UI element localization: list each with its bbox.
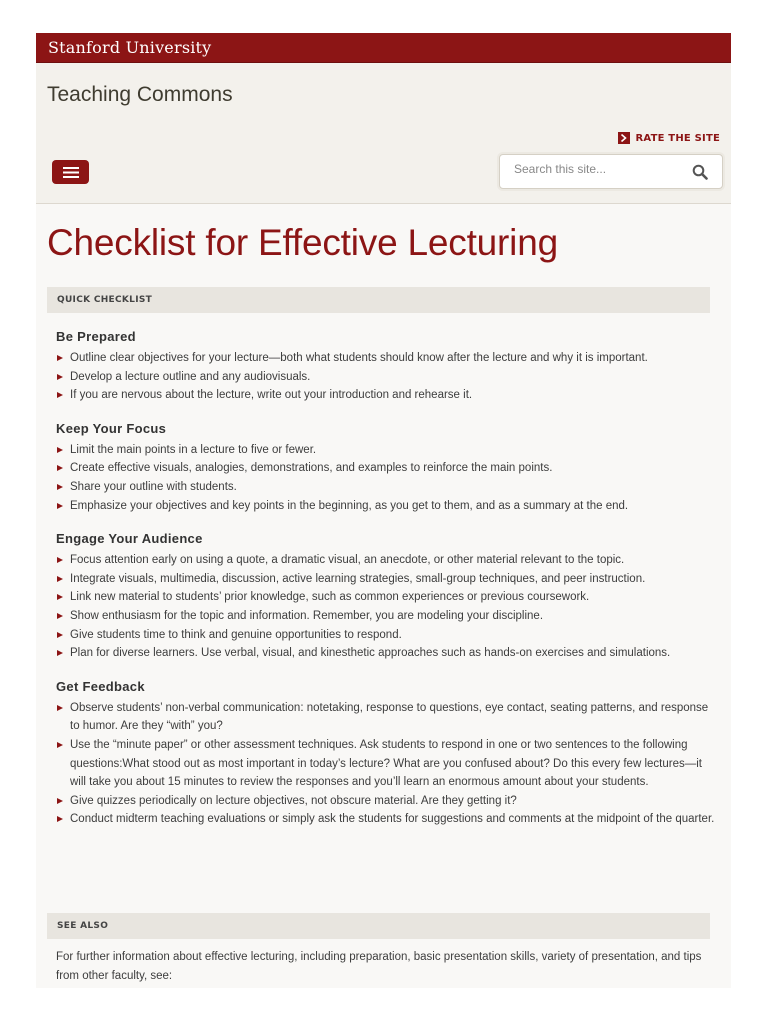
bullet-icon bbox=[57, 447, 63, 453]
search-icon[interactable] bbox=[692, 164, 708, 184]
bullet-icon bbox=[57, 484, 63, 490]
bullet-icon bbox=[57, 798, 63, 804]
bullet-icon bbox=[57, 503, 63, 509]
list-item: Give quizzes periodically on lecture objectives, not obscure material. Are they getting it? bbox=[56, 792, 716, 811]
search-input[interactable] bbox=[512, 161, 686, 177]
bullet-icon bbox=[57, 392, 63, 398]
bullet-icon bbox=[57, 705, 63, 711]
list-item: Create effective visuals, analogies, demonstrations, and examples to reinforce the main points. bbox=[56, 459, 716, 478]
page bbox=[36, 33, 731, 988]
list-item: Use the “minute paper” or other assessment techniques. Ask students to respond in one or two sentences to the following questions:What stood out as most important in today’s lecture? What are you confused about? Do this every few lectures—it will take you about 15 minutes to review the responses and you’ll learn an enormous amount about your students. bbox=[56, 736, 716, 792]
list-item: Show enthusiasm for the topic and information. Remember, you are modeling your discipline. bbox=[56, 607, 716, 626]
list-item: Outline clear objectives for your lecture—both what students should know after the lecture and why it is important. bbox=[56, 349, 716, 368]
group-heading: Engage Your Audience bbox=[56, 531, 203, 547]
bullet-icon bbox=[57, 650, 63, 656]
group-keep-your-focus bbox=[56, 421, 716, 515]
group-heading: Be Prepared bbox=[56, 329, 136, 344]
bullet-icon bbox=[57, 613, 63, 619]
bullet-icon bbox=[57, 576, 63, 582]
rate-the-site-label: RATE THE SITE bbox=[635, 132, 720, 144]
list-item: Observe students’ non-verbal communication: notetaking, response to questions, eye contact, seating patterns, and response to humor. Are they “with” you? bbox=[56, 699, 716, 736]
chevron-right-icon bbox=[618, 132, 630, 144]
bullet-icon bbox=[57, 355, 63, 361]
checklist-content bbox=[56, 329, 716, 829]
site-title[interactable]: Teaching Commons bbox=[47, 83, 233, 106]
group-heading: Get Feedback bbox=[56, 678, 145, 694]
rate-the-site-link[interactable] bbox=[618, 132, 720, 144]
site-header bbox=[36, 63, 731, 204]
list-item: Give students time to think and genuine opportunities to respond. bbox=[56, 626, 716, 645]
page-title: Checklist for Effective Lecturing bbox=[47, 222, 558, 263]
group-get-feedback bbox=[56, 679, 716, 829]
bullet-icon bbox=[57, 816, 63, 822]
stanford-brand-link[interactable]: Stanford University bbox=[48, 38, 212, 57]
list-item: Focus attention early on using a quote, a dramatic visual, an anecdote, or other material relevant to the topic. bbox=[56, 551, 716, 570]
bullet-icon bbox=[57, 374, 63, 380]
hamburger-icon bbox=[63, 167, 79, 178]
list-item: Emphasize your objectives and key points in the beginning, as you get to them, and as a summary at the end. bbox=[56, 497, 716, 516]
list-item: Integrate visuals, multimedia, discussion, active learning strategies, small-group techniques, and peer instruction. bbox=[56, 570, 716, 589]
list-item: Conduct midterm teaching evaluations or simply ask the students for suggestions and comments at the midpoint of the quarter. bbox=[56, 810, 716, 829]
bullet-icon bbox=[57, 557, 63, 563]
stanford-topbar bbox=[36, 33, 731, 63]
list-item: Limit the main points in a lecture to five or fewer. bbox=[56, 441, 716, 460]
bullet-icon bbox=[57, 742, 63, 748]
see-also-header: SEE ALSO bbox=[47, 913, 710, 939]
quick-checklist-header: QUICK CHECKLIST bbox=[47, 287, 710, 313]
bullet-icon bbox=[57, 465, 63, 471]
list-item: If you are nervous about the lecture, write out your introduction and rehearse it. bbox=[56, 386, 716, 405]
list-item: Link new material to students’ prior knowledge, such as common experiences or previous coursework. bbox=[56, 588, 716, 607]
bullet-icon bbox=[57, 594, 63, 600]
see-also-text: For further information about effective lecturing, including preparation, basic presentation skills, variety of presentation, and tips from other faculty, see: bbox=[56, 951, 702, 982]
search-box bbox=[499, 154, 723, 189]
group-heading: Keep Your Focus bbox=[56, 420, 167, 436]
bullet-icon bbox=[57, 632, 63, 638]
menu-toggle-button[interactable] bbox=[52, 160, 89, 184]
group-engage-your-audience bbox=[56, 531, 716, 663]
list-item: Plan for diverse learners. Use verbal, visual, and kinesthetic approaches such as hands-on exercises and simulations. bbox=[56, 644, 716, 663]
group-be-prepared bbox=[56, 329, 716, 405]
list-item: Share your outline with students. bbox=[56, 478, 716, 497]
list-item: Develop a lecture outline and any audiovisuals. bbox=[56, 368, 716, 387]
